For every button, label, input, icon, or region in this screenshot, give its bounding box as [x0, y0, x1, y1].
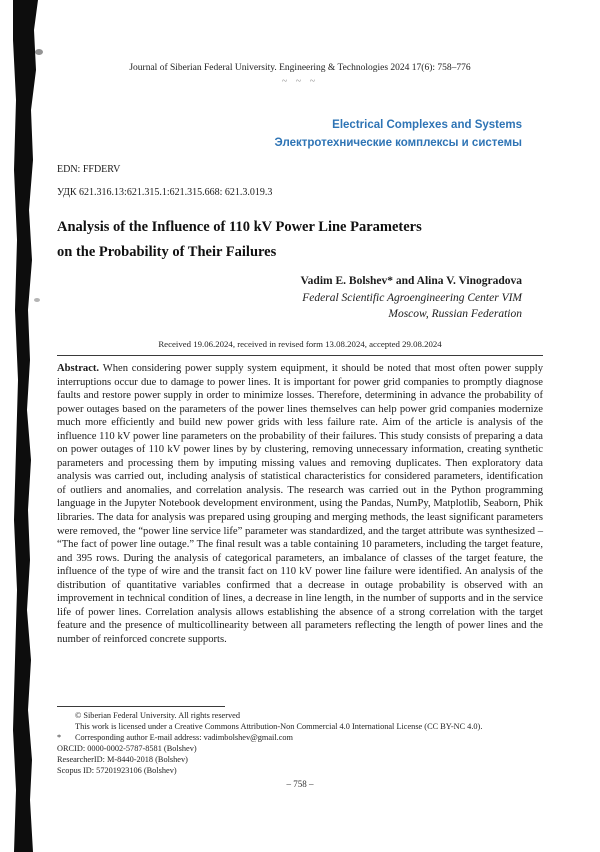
scopus-id-line: Scopus ID: 57201923106 (Bolshev)	[57, 765, 177, 775]
abstract-label: Abstract.	[57, 363, 100, 374]
paper-title	[57, 215, 544, 265]
corresponding-author-line	[57, 733, 543, 744]
paper-title-line2: on the Probability of Their Failures	[57, 244, 277, 260]
section-title-ru: Электротехнические комплексы и системы	[274, 137, 522, 149]
researcher-id-line: ResearcherID: M-8440-2018 (Bolshev)	[57, 754, 188, 764]
author-affiliation: Federal Scientific Agroengineering Center VIM	[302, 291, 522, 304]
author-names: Vadim E. Bolshev* and Alina V. Vinogradova	[300, 275, 522, 287]
footnotes-block	[57, 711, 543, 776]
abstract-top-divider	[57, 355, 543, 356]
footnote-divider	[57, 706, 225, 707]
journal-header-line: Journal of Siberian Federal University. Engineering & Technologies 2024 17(6): 758–776	[129, 63, 471, 73]
udk-code: УДК 621.316.13:621.315.1:621.315.668: 621.3.019.3	[57, 187, 273, 198]
author-location: Moscow, Russian Federation	[388, 308, 522, 320]
orcid-line: ORCID: 0000-0002-5787-8581 (Bolshev)	[57, 743, 197, 753]
corresponding-author-text: Corresponding author E-mail address: vadimbolshev@gmail.com	[75, 732, 294, 742]
edn-code: EDN: FFDERV	[57, 164, 121, 175]
authors-block	[300, 273, 522, 323]
abstract-paragraph	[57, 362, 543, 646]
tilde-separator: ~ ~ ~	[281, 76, 319, 87]
license-line: This work is licensed under a Creative Commons Attribution-Non Commercial 4.0 International License (CC BY-NC 4.0).	[75, 721, 483, 731]
paper-title-line1: Analysis of the Influence of 110 kV Power Line Parameters	[57, 219, 422, 235]
page-number: – 758 –	[286, 779, 314, 789]
asterisk-marker: *	[57, 732, 62, 742]
copyright-line: © Siberian Federal University. All rights reserved	[75, 711, 240, 720]
scan-edge-artifact	[0, 0, 48, 852]
section-title-en: Electrical Complexes and Systems	[332, 119, 522, 131]
abstract-text: When considering power supply system equipment, it should be noted that most often power supply interruptions occur due to damage to power lines. It is important for power grid companies to promptly diagnose faults and restore power supply in order to minimize losses. Therefore, determining in advance the probability of power outages based on the parameters of the power lines themselves can help power grid companies modernize much more efficiently and build new power grids with less failure rate. Aim of the article is analysis of the influence 110 kV power line parameters on the probability of their failures. This study consists of preparing a data on power outages of 110 kV power lines by by clustering, removing unnecessary information, creating synthetic parameters and processing them by imputing missing values and removing duplicates. Then exploratory data analysis was carried out, including analysis of statistical characteristics for considered parameters, identification of outliers and anomalies, and correlation analysis. The research was carried out in the Python programming language in the Jupyter Notebook development environment, using the Pandas, NumPy, Matplotlib, Seaborn, Phik libraries. The data for analysis was prepared using grouping and merging methods, the least significant parameters were removed, the “power line service life” parameter was standardized, and the target attribute was synthesized – “The fact of power line outage.” The final result was a table containing 10 parameters, including the target feature, and 395 rows. During the analysis of categorical parameters, an imbalance of classes of the target feature, the influence of the type of wire and the transit fact on 110 kV power line failure were identified. An analysis of the distribution of quantitative variables confirmed that a decrease in outage probability is observed with an improvement in technical condition of lines, a decrease in line length, in the number of supports and in the service life of power lines. Correlation analysis allows establishing the absence of a strong correlation with the target feature and the presence of multicollinearity between all parameters reflecting the length of power lines and the number of reinforced concrete supports.	[57, 363, 543, 645]
received-dates-line: Received 19.06.2024, received in revised form 13.08.2024, accepted 29.08.2024	[158, 339, 442, 349]
section-headings	[275, 116, 522, 152]
